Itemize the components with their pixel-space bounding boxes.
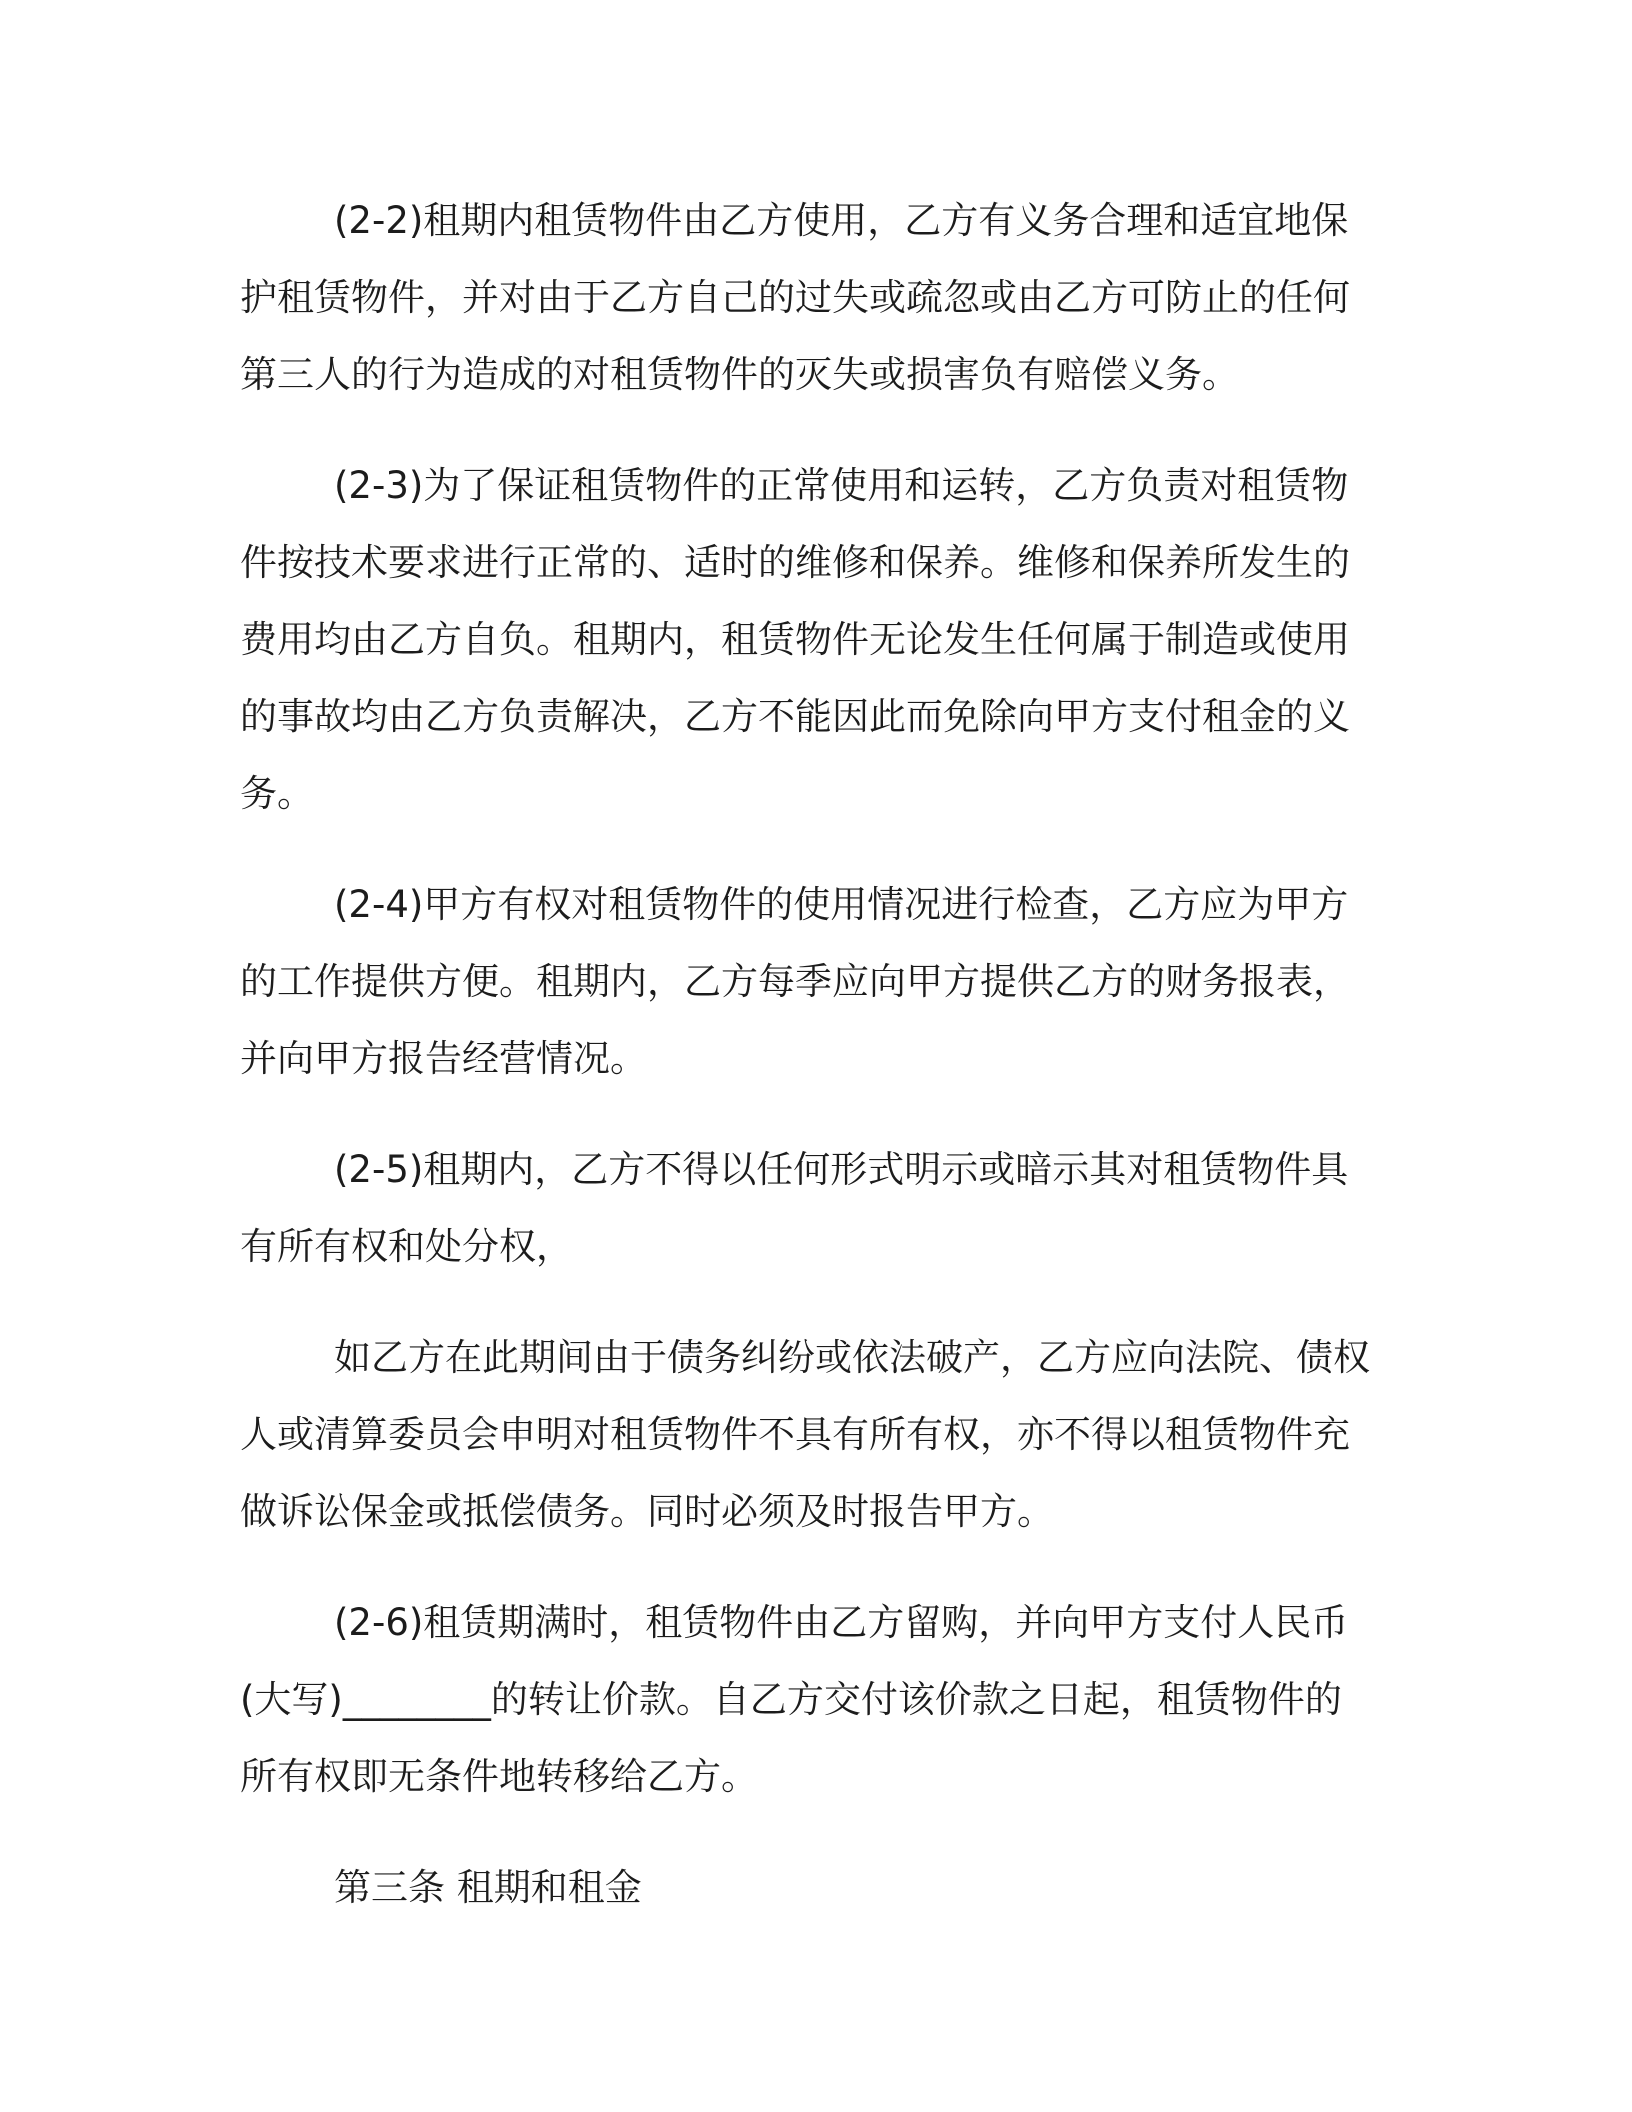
clause-2-3-paragraph: (2-3)为了保证租赁物件的正常使用和运转，乙方负责对租赁物件按技术要求进行正常的、适时的维修和保养。维修和保养所发生的费用均由乙方自负。租期内，租赁物件无论发生任何属于制造或使用的事故均由乙方负责解决，乙方不能因此而免除向甲方支付租金的义务。: [240, 464, 1350, 815]
clause-2-2-paragraph: (2-2)租期内租赁物件由乙方使用，乙方有义务合理和适宜地保护租赁物件，并对由于乙方自己的过失或疏忽或由乙方可防止的任何第三人的行为造成的对租赁物件的灭失或损害负有赔偿义务。: [240, 199, 1350, 396]
clause-2-4-paragraph: (2-4)甲方有权对租赁物件的使用情况进行检查，乙方应为甲方的工作提供方便。租期内，乙方每季应向甲方提供乙方的财务报表，并向甲方报告经营情况。: [240, 883, 1350, 1080]
document-body: [240, 182, 1378, 1960]
clause-2-5-paragraph: (2-5)租期内，乙方不得以任何形式明示或暗示其对租赁物件具有所有权和处分权，: [240, 1148, 1349, 1268]
clause-2-5-continuation-paragraph: 如乙方在此期间由于债务纠纷或依法破产，乙方应向法院、债权人或清算委员会申明对租赁物件不具有所有权，亦不得以租赁物件充做诉讼保金或抵偿债务。同时必须及时报告甲方。: [240, 1336, 1370, 1533]
clause-2-6-paragraph: (2-6)租赁期满时，租赁物件由乙方留购，并向甲方支付人民币(大写)________的转让价款。自乙方交付该价款之日起，租赁物件的所有权即无条件地转移给乙方。: [240, 1601, 1349, 1798]
article-3-heading: 第三条 租期和租金: [334, 1866, 642, 1909]
